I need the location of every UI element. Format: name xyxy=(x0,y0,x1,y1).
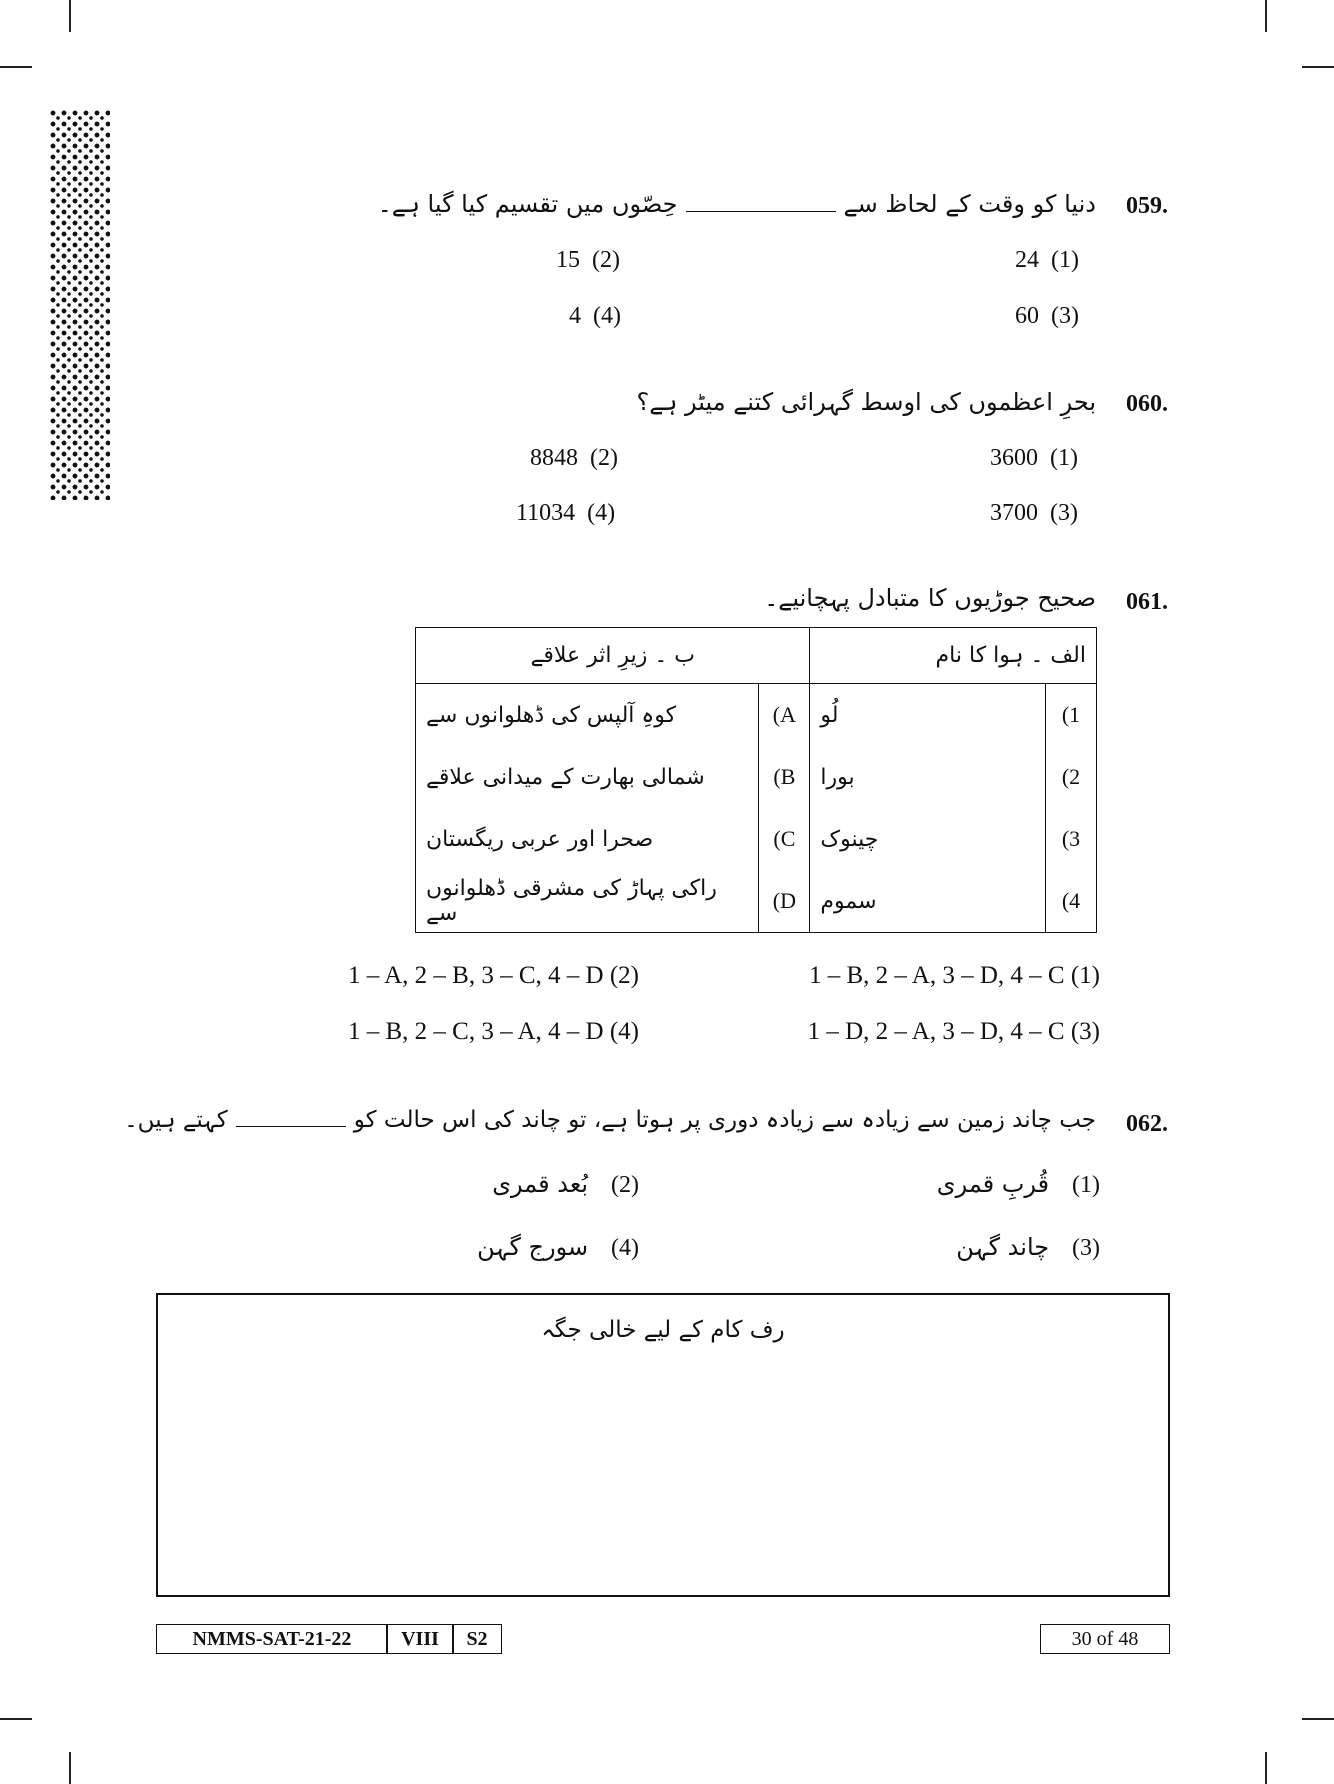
table-header-row xyxy=(416,628,1097,684)
option-value: 4 xyxy=(569,303,581,329)
option-label: (2) xyxy=(590,445,618,471)
option-label: (3) xyxy=(1072,1235,1100,1261)
option-value: 15 xyxy=(556,247,580,273)
table-row xyxy=(416,808,1097,870)
row-letter: A) xyxy=(759,684,810,747)
option-3[interactable] xyxy=(956,1233,1100,1262)
option-4[interactable] xyxy=(477,1233,639,1262)
option-value: 3700 xyxy=(990,500,1038,526)
option-2[interactable] xyxy=(348,962,639,990)
exam-code: NMMS-SAT-21-22 xyxy=(156,1624,388,1654)
question-number: 060. xyxy=(1126,391,1168,417)
option-value: 1 – B, 2 – A, 3 – D, 4 – C xyxy=(809,962,1065,989)
question-text: بحرِ اعظموں کی اوسط گہرائی کتنے میٹر ہے؟ xyxy=(636,388,1096,416)
option-label: (4) xyxy=(587,500,616,526)
option-value: 3600 xyxy=(990,445,1038,471)
question-text xyxy=(378,190,1096,218)
option-4[interactable] xyxy=(348,1018,639,1046)
option-label: (2) xyxy=(611,1172,639,1198)
option-label: (2) xyxy=(592,247,620,273)
option-3[interactable] xyxy=(808,1018,1100,1046)
question-number: 061. xyxy=(1126,589,1168,615)
table-row xyxy=(416,746,1097,808)
region-name: کوہِ آلپس کی ڈھلوانوں سے xyxy=(416,684,759,747)
row-number: 3) xyxy=(1046,808,1097,870)
region-name: راکی پہاڑ کی مشرقی ڈھلوانوں سے xyxy=(416,870,759,933)
row-number: 4) xyxy=(1046,870,1097,933)
option-label: (2) xyxy=(609,962,639,989)
wind-name: بورا xyxy=(810,746,1046,808)
option-label: (1) xyxy=(1050,445,1078,471)
option-2[interactable] xyxy=(530,445,618,472)
option-label: (1) xyxy=(1072,1172,1100,1198)
question-number: 059. xyxy=(1126,193,1168,219)
option-value: قُربِ قمری xyxy=(936,1170,1050,1198)
row-letter: D) xyxy=(759,870,810,933)
class-label: VIII xyxy=(386,1624,454,1654)
page-number: 30 of 48 xyxy=(1040,1624,1170,1654)
crop-mark xyxy=(0,1718,32,1720)
crop-mark xyxy=(0,66,32,68)
option-value: 11034 xyxy=(516,500,576,526)
option-value: سورج گہن xyxy=(477,1233,589,1261)
option-2[interactable] xyxy=(556,247,620,274)
wind-name: چینوک xyxy=(810,808,1046,870)
question-text-part: دنیا کو وقت کے لحاظ سے xyxy=(843,190,1096,218)
row-letter: C) xyxy=(759,808,810,870)
question-text-part: کہتے ہیں۔ xyxy=(124,1107,228,1133)
option-label: (4) xyxy=(609,1018,639,1045)
set-label: S2 xyxy=(452,1624,502,1654)
option-value: 60 xyxy=(1015,303,1039,329)
option-value: 8848 xyxy=(530,445,578,471)
crop-mark xyxy=(69,0,71,32)
option-value: 1 – B, 2 – C, 3 – A, 4 – D xyxy=(348,1018,604,1045)
table-row xyxy=(416,684,1097,747)
row-number: 2) xyxy=(1046,746,1097,808)
matching-table xyxy=(415,627,1097,933)
option-1[interactable] xyxy=(990,445,1078,472)
question-number: 062. xyxy=(1126,1111,1168,1137)
option-4[interactable] xyxy=(516,500,615,527)
crop-mark xyxy=(1265,0,1267,32)
option-value: 1 – A, 2 – B, 3 – C, 4 – D xyxy=(348,962,604,989)
option-value: 24 xyxy=(1015,247,1039,273)
option-label: (4) xyxy=(593,303,621,329)
option-1[interactable] xyxy=(809,962,1100,990)
crop-mark xyxy=(1302,1718,1334,1720)
option-1[interactable] xyxy=(1015,247,1079,274)
wind-name: سموم xyxy=(810,870,1046,933)
option-value: 1 – D, 2 – A, 3 – D, 4 – C xyxy=(807,1018,1065,1045)
question-text: صحیح جوڑیوں کا متبادل پہچانیے۔ xyxy=(764,584,1096,612)
option-value: چاند گہن xyxy=(956,1233,1050,1261)
decorative-pattern xyxy=(50,110,110,500)
table-row xyxy=(416,870,1097,933)
option-label: (1) xyxy=(1070,962,1100,989)
option-label: (4) xyxy=(611,1235,639,1261)
answer-blank xyxy=(236,1108,346,1127)
crop-mark xyxy=(1302,66,1334,68)
answer-blank xyxy=(686,193,836,212)
rough-work-area[interactable] xyxy=(156,1293,1170,1597)
question-text-part: جب چاند زمین سے زیادہ سے زیادہ دوری پر ہوتا ہے، تو چاند کی اس حالت کو xyxy=(353,1107,1096,1133)
option-label: (3) xyxy=(1051,303,1079,329)
question-text xyxy=(124,1107,1096,1133)
header-affected-region: ب ۔ زیرِ اثر علاقے xyxy=(416,628,810,684)
option-3[interactable] xyxy=(1015,303,1079,330)
crop-mark xyxy=(69,1752,71,1784)
option-label: (1) xyxy=(1051,247,1079,273)
region-name: شمالی بھارت کے میدانی علاقے xyxy=(416,746,759,808)
region-name: صحرا اور عربی ریگستان xyxy=(416,808,759,870)
row-letter: B) xyxy=(759,746,810,808)
option-2[interactable] xyxy=(492,1170,639,1199)
option-3[interactable] xyxy=(990,500,1078,527)
wind-name: لُو xyxy=(810,684,1046,747)
option-value: بُعد قمری xyxy=(492,1170,589,1198)
option-label: (3) xyxy=(1070,1018,1100,1045)
row-number: 1) xyxy=(1046,684,1097,747)
crop-mark xyxy=(1265,1752,1267,1784)
option-label: (3) xyxy=(1050,500,1078,526)
option-1[interactable] xyxy=(937,1170,1100,1199)
option-4[interactable] xyxy=(569,303,621,330)
header-wind-name: الف ۔ ہوا کا نام xyxy=(810,628,1097,684)
question-text-part: حِصّوں میں تقسیم کیا گیا ہے۔ xyxy=(377,190,678,218)
rough-work-label: رف کام کے لیے خالی جگہ xyxy=(541,1317,785,1343)
